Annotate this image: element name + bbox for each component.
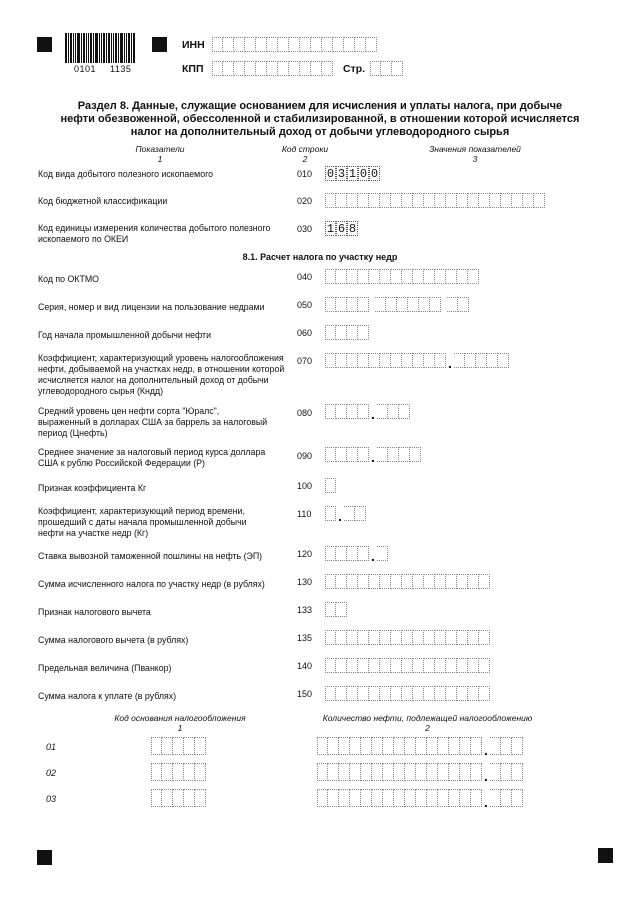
bottom-col-header-basis	[100, 713, 260, 733]
row-label-110: Коэффициент, характеризующий период времени, прошедший с даты начала промышленной добычи нефти на участке недр (Кг)	[38, 506, 247, 538]
field-090[interactable]	[325, 447, 421, 465]
field-070[interactable]	[325, 353, 509, 371]
field-080[interactable]	[325, 404, 410, 422]
field-030[interactable]	[325, 221, 358, 236]
row-code-010: 010	[297, 169, 313, 179]
subsection-title: 8.1. Расчет налога по участку недр	[242, 252, 398, 262]
row-label-140: Предельная величина (Пванкор)	[38, 663, 172, 673]
row-label-010: Код вида добытого полезного ископаемого	[38, 169, 213, 179]
row-label-135: Сумма налогового вычета (в рублях)	[38, 635, 189, 645]
row-label-070: Коэффициент, характеризующий уровень налогообложения нефти, добываемой на участках недр, в отношении которой исчисляется налог на дополнительный доход от добычи углеводородного сырья (Кндд)	[38, 353, 285, 396]
col-header-indicators	[100, 144, 220, 164]
page-label: Стр.	[343, 63, 366, 75]
row-code-090: 090	[297, 451, 313, 461]
field-135[interactable]	[325, 630, 490, 645]
col-header-values	[400, 144, 550, 164]
field-150[interactable]	[325, 686, 490, 701]
row-code-060: 060	[297, 328, 313, 338]
row-code-050: 050	[297, 300, 313, 310]
field-020[interactable]	[325, 193, 545, 208]
decimal-point: .	[371, 449, 375, 465]
row-label-040: Код по ОКТМО	[38, 274, 100, 284]
bottom-row-number-03: 03	[46, 794, 57, 804]
field-010-cell-1: 0	[326, 167, 335, 181]
field-133[interactable]	[325, 602, 347, 617]
bottom-row-number-02: 02	[46, 768, 57, 778]
row-code-040: 040	[297, 272, 313, 282]
decimal-point: .	[484, 742, 488, 758]
bottom-basis-field-02[interactable]	[151, 763, 206, 781]
field-130[interactable]	[325, 574, 490, 589]
field-010[interactable]	[325, 166, 380, 181]
row-code-140: 140	[297, 661, 313, 671]
row-code-110: 110	[297, 509, 312, 519]
kpp-field[interactable]	[212, 61, 333, 76]
field-010-cell-5: 0	[370, 167, 379, 181]
col-header-code	[270, 144, 340, 164]
field-060[interactable]	[325, 325, 369, 340]
barcode-number-left: 0101	[74, 64, 97, 74]
field-050[interactable]	[325, 297, 469, 312]
row-label-080: Средний уровень цен нефти сорта "Юралс", выраженный в долларах США за баррель за налоговый период (Цнефть)	[38, 406, 268, 438]
row-code-070: 070	[297, 356, 313, 366]
corner-marker-bottom-right	[598, 848, 613, 863]
kpp-label: КПП	[182, 63, 204, 75]
row-label-060: Год начала промышленной добычи нефти	[38, 330, 211, 340]
decimal-point: .	[371, 548, 375, 564]
row-code-133: 133	[297, 605, 313, 615]
field-120[interactable]	[325, 546, 388, 564]
row-code-150: 150	[297, 689, 313, 699]
col-header-indicators-label: Показатели	[135, 144, 185, 154]
row-label-133: Признак налогового вычета	[38, 607, 151, 617]
field-030-cell-2: 6	[337, 222, 346, 236]
col-header-values-num: 3	[472, 154, 478, 164]
corner-marker-top-left	[37, 37, 52, 52]
field-010-cell-3: 1	[348, 167, 357, 181]
field-110[interactable]	[325, 506, 366, 524]
decimal-point: .	[371, 406, 375, 422]
bottom-quantity-field-02[interactable]	[317, 763, 523, 784]
barcode	[65, 33, 143, 63]
row-code-135: 135	[297, 633, 313, 643]
row-code-120: 120	[297, 549, 313, 559]
row-code-080: 080	[297, 408, 313, 418]
bottom-basis-field-03[interactable]	[151, 789, 206, 807]
col-header-code-num: 2	[302, 154, 308, 164]
decimal-point: .	[448, 355, 452, 371]
row-code-030: 030	[297, 224, 313, 234]
inn-field[interactable]	[212, 37, 377, 52]
decimal-point: .	[484, 768, 488, 784]
bottom-col-header-quantity-label: Количество нефти, подлежащей налогообложению	[322, 713, 533, 723]
row-label-130: Сумма исчисленного налога по участку недр (в рублях)	[38, 579, 265, 589]
row-code-100: 100	[297, 481, 313, 491]
field-100[interactable]	[325, 478, 336, 493]
row-code-130: 130	[297, 577, 313, 587]
decimal-point: .	[338, 508, 342, 524]
row-label-100: Признак коэффициента Кг	[38, 483, 147, 493]
bottom-quantity-field-01[interactable]	[317, 737, 523, 758]
bottom-col-header-quantity-num: 2	[425, 723, 430, 733]
row-label-150: Сумма налога к уплате (в рублях)	[38, 691, 177, 701]
row-label-120: Ставка вывозной таможенной пошлины на нефть (ЭП)	[38, 551, 263, 561]
bottom-basis-field-01[interactable]	[151, 737, 206, 755]
bottom-col-header-basis-num: 1	[177, 723, 183, 733]
decimal-point: .	[484, 794, 488, 810]
field-040[interactable]	[325, 269, 479, 284]
corner-marker-bottom-left	[37, 850, 52, 865]
corner-marker-top-mid	[152, 37, 167, 52]
field-010-cell-4: 0	[359, 167, 368, 181]
page-field[interactable]	[370, 61, 403, 76]
row-label-020: Код бюджетной классификации	[38, 196, 168, 206]
col-header-indicators-num: 1	[157, 154, 163, 164]
field-030-cell-3: 8	[348, 222, 357, 236]
inn-label: ИНН	[182, 39, 205, 51]
section-title: Раздел 8. Данные, служащие основанием для исчисления и уплаты налога, при добыче нефти обезвоженной, обессоленной и стабилизированной, в отношении которой исчисляется налог на дополнительный доход от добычи углеводородного сырья	[60, 100, 580, 138]
row-code-020: 020	[297, 196, 313, 206]
bottom-col-header-basis-label: Код основания налогообложения	[114, 713, 246, 723]
row-label-090: Среднее значение за налоговый период курса доллара США к рублю Российской Федерации (Р)	[38, 447, 266, 468]
barcode-number-right: 1135	[110, 64, 132, 74]
field-140[interactable]	[325, 658, 490, 673]
bottom-col-header-quantity	[320, 713, 535, 733]
bottom-quantity-field-03[interactable]	[317, 789, 523, 810]
bottom-row-number-01: 01	[46, 742, 57, 752]
row-label-030: Код единицы измерения количества добытого полезного ископаемого по ОКЕИ	[38, 223, 271, 244]
col-header-values-label: Значения показателей	[429, 144, 521, 154]
row-label-050: Серия, номер и вид лицензии на пользование недрами	[38, 302, 265, 312]
col-header-code-label: Код строки	[281, 144, 329, 154]
field-030-cell-1: 1	[326, 222, 335, 236]
field-010-cell-2: 3	[337, 167, 346, 181]
